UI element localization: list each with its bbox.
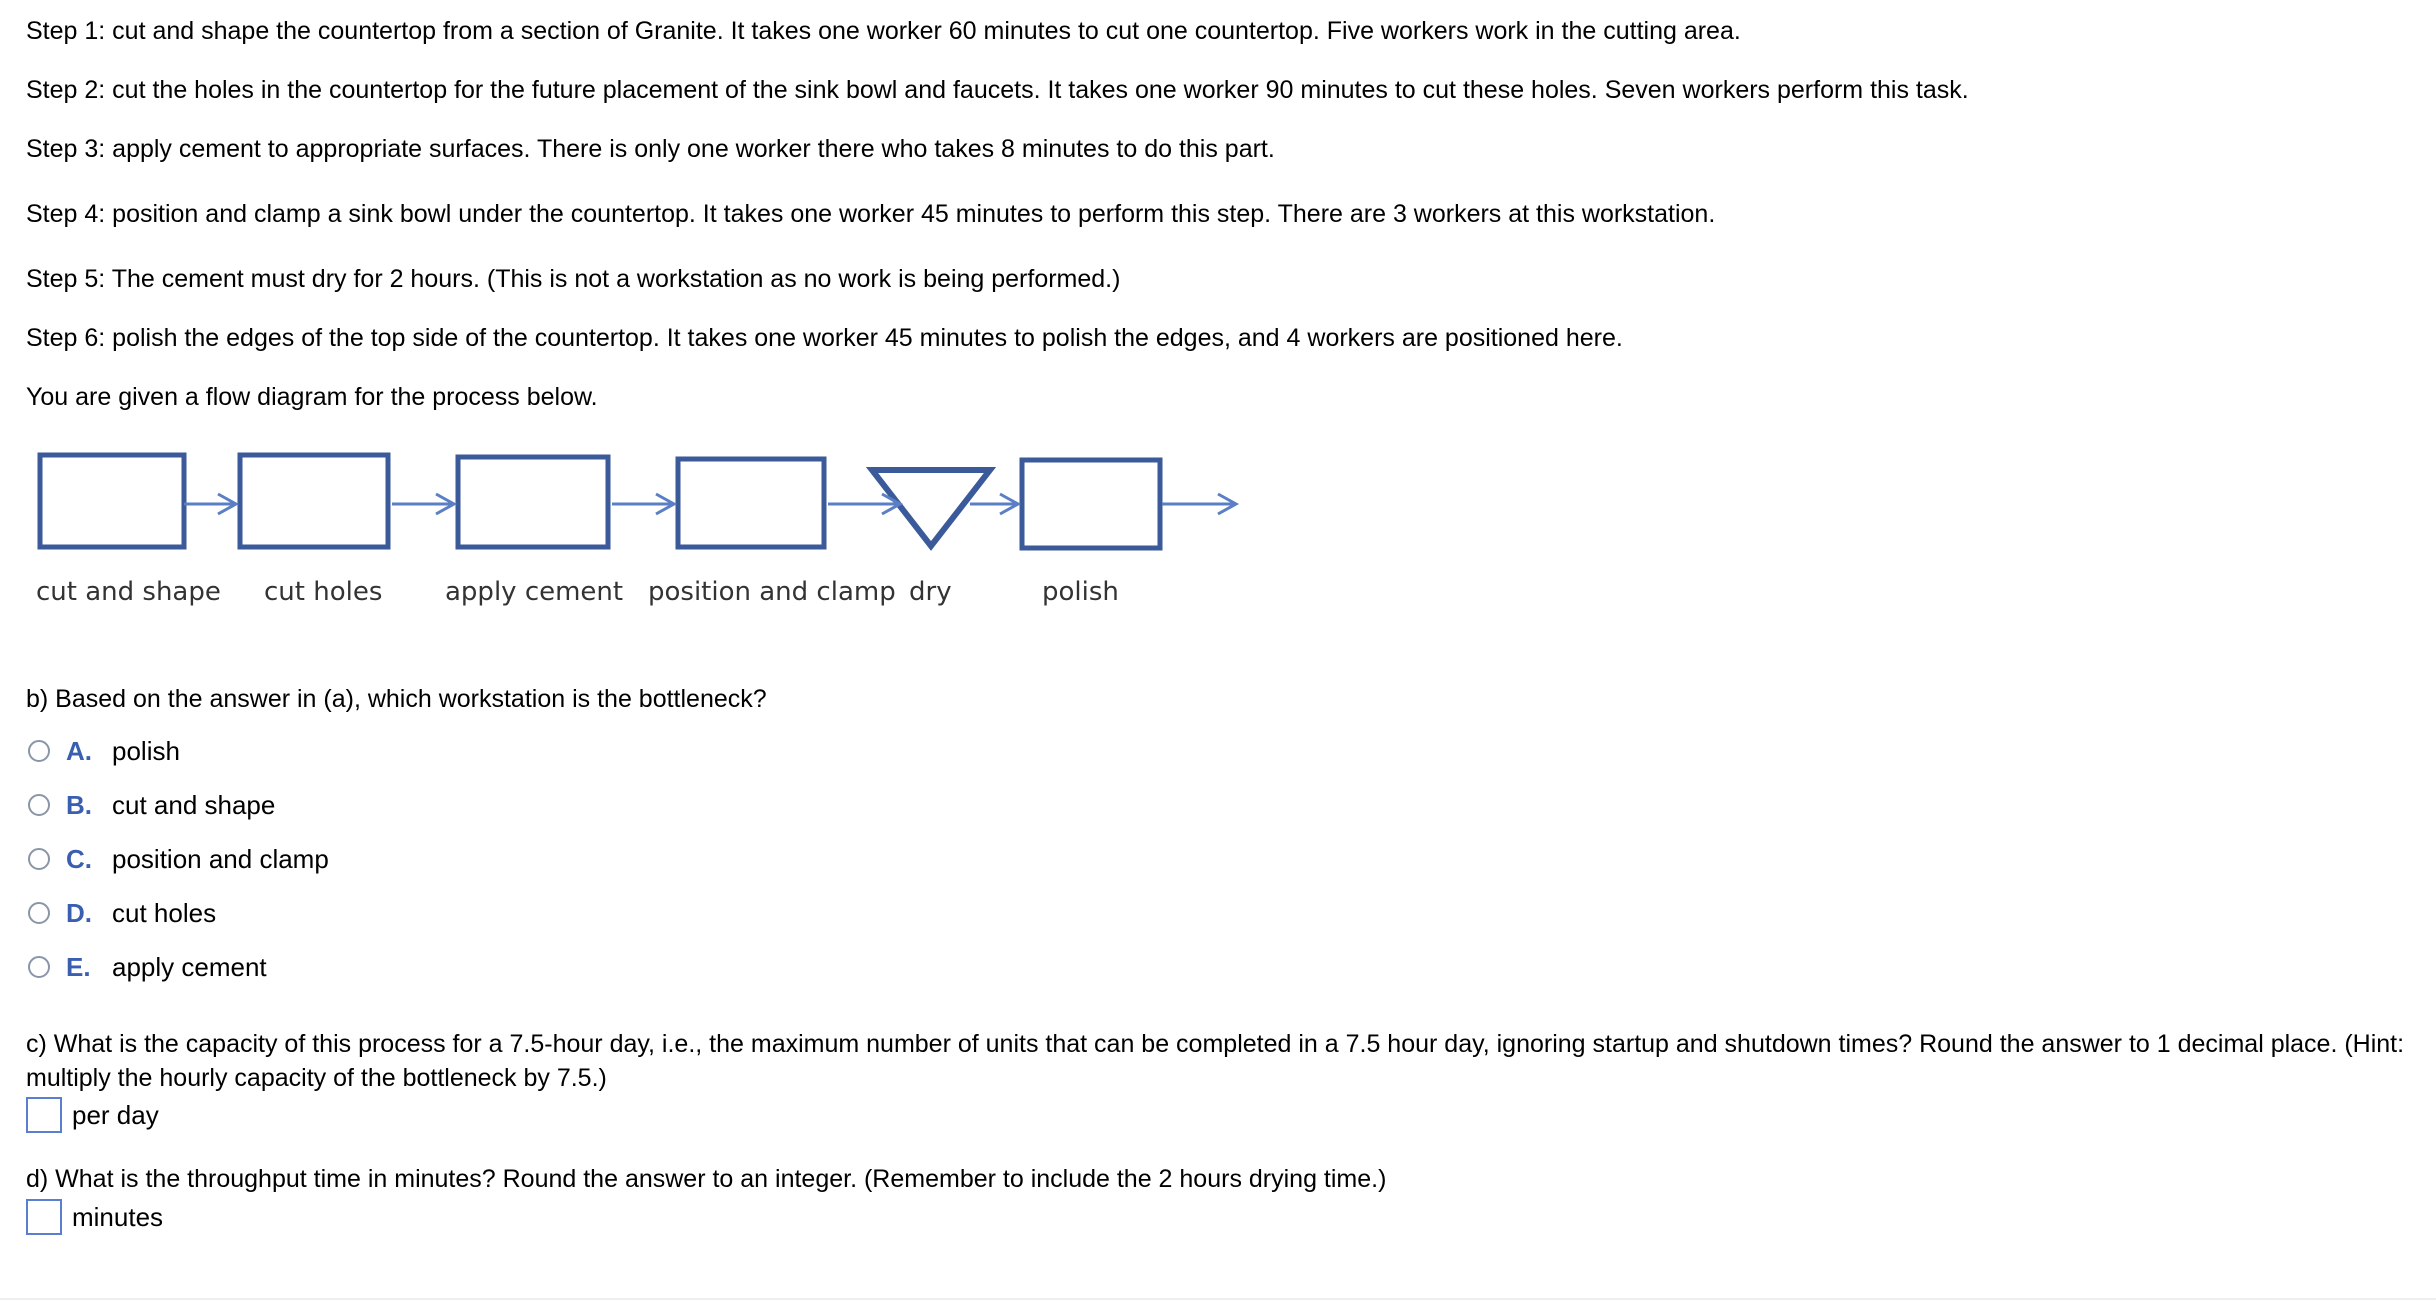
question-b-text: b) Based on the answer in (a), which workstation is the bottleneck? [26, 685, 767, 713]
capacity-unit: per day [72, 1099, 159, 1130]
diagram-label-apply-cement: apply cement [445, 577, 624, 607]
option-letter: E. [66, 951, 91, 982]
radio-icon[interactable] [28, 740, 50, 762]
radio-icon[interactable] [28, 956, 50, 978]
option-label: polish [112, 735, 180, 766]
step-6-text: Step 6: polish the edges of the top side of the countertop. It takes one worker 45 minutes to polish the edges, and 4 workers are positioned here. [26, 324, 1623, 352]
step-2-text: Step 2: cut the holes in the countertop for the future placement of the sink bowl and faucets. It takes one worker 90 minutes to cut these holes. Seven workers perform this task. [26, 76, 1969, 104]
option-b[interactable] [28, 785, 275, 825]
option-letter: B. [66, 789, 92, 820]
option-d[interactable] [28, 893, 216, 933]
question-d-text: d) What is the throughput time in minutes? Round the answer to an integer. (Remember to include the 2 hours drying time.) [26, 1165, 1387, 1193]
step-4-text: Step 4: position and clamp a sink bowl under the countertop. It takes one worker 45 minutes to perform this step. There are 3 workers at this workstation. [26, 200, 1716, 228]
throughput-input[interactable] [26, 1199, 62, 1235]
question-d-answer-row [26, 1199, 163, 1235]
throughput-unit: minutes [72, 1201, 164, 1232]
option-label: position and clamp [112, 843, 329, 874]
option-c[interactable] [28, 839, 329, 879]
capacity-input[interactable] [26, 1097, 62, 1133]
box-apply-cement [458, 457, 608, 547]
radio-icon[interactable] [28, 794, 50, 816]
intro-text: You are given a flow diagram for the process below. [26, 383, 598, 411]
question-c-text: c) What is the capacity of this process for a 7.5-hour day, i.e., the maximum number of units that can be completed in a 7.5 hour day, ignoring startup and shutdown times? Round the answer to 1 decimal place. (Hint: multiply the hourly capacity of the bottleneck by 7.5.) [26, 1030, 2405, 1092]
option-a[interactable] [28, 731, 180, 771]
diagram-label-position-and-clamp: position and clamp [648, 577, 896, 607]
box-polish [1022, 460, 1160, 548]
box-position-and-clamp [678, 459, 824, 547]
step-5-text: Step 5: The cement must dry for 2 hours. (This is not a workstation as no work is being performed.) [26, 265, 1121, 293]
diagram-label-dry: dry [909, 577, 952, 607]
diagram-label-cut-and-shape: cut and shape [36, 577, 221, 607]
step-1-text: Step 1: cut and shape the countertop from a section of Granite. It takes one worker 60 minutes to cut one countertop. Five workers work in the cutting area. [26, 17, 1741, 45]
option-letter: D. [66, 897, 92, 928]
option-label: cut holes [112, 897, 217, 928]
question-c-answer-row [26, 1097, 159, 1133]
box-cut-and-shape [40, 455, 184, 547]
triangle-dry [872, 470, 990, 546]
radio-icon[interactable] [28, 902, 50, 924]
radio-icon[interactable] [28, 848, 50, 870]
option-e[interactable] [28, 947, 267, 987]
step-3-text: Step 3: apply cement to appropriate surfaces. There is only one worker there who takes 8 minutes to do this part. [26, 135, 1275, 163]
diagram-label-cut-holes: cut holes [264, 577, 383, 607]
diagram-label-polish: polish [1042, 577, 1119, 607]
divider [0, 1298, 2436, 1300]
option-label: apply cement [112, 951, 267, 982]
option-label: cut and shape [112, 789, 276, 820]
box-cut-holes [240, 455, 388, 547]
option-letter: C. [66, 843, 92, 874]
option-letter: A. [66, 735, 92, 766]
